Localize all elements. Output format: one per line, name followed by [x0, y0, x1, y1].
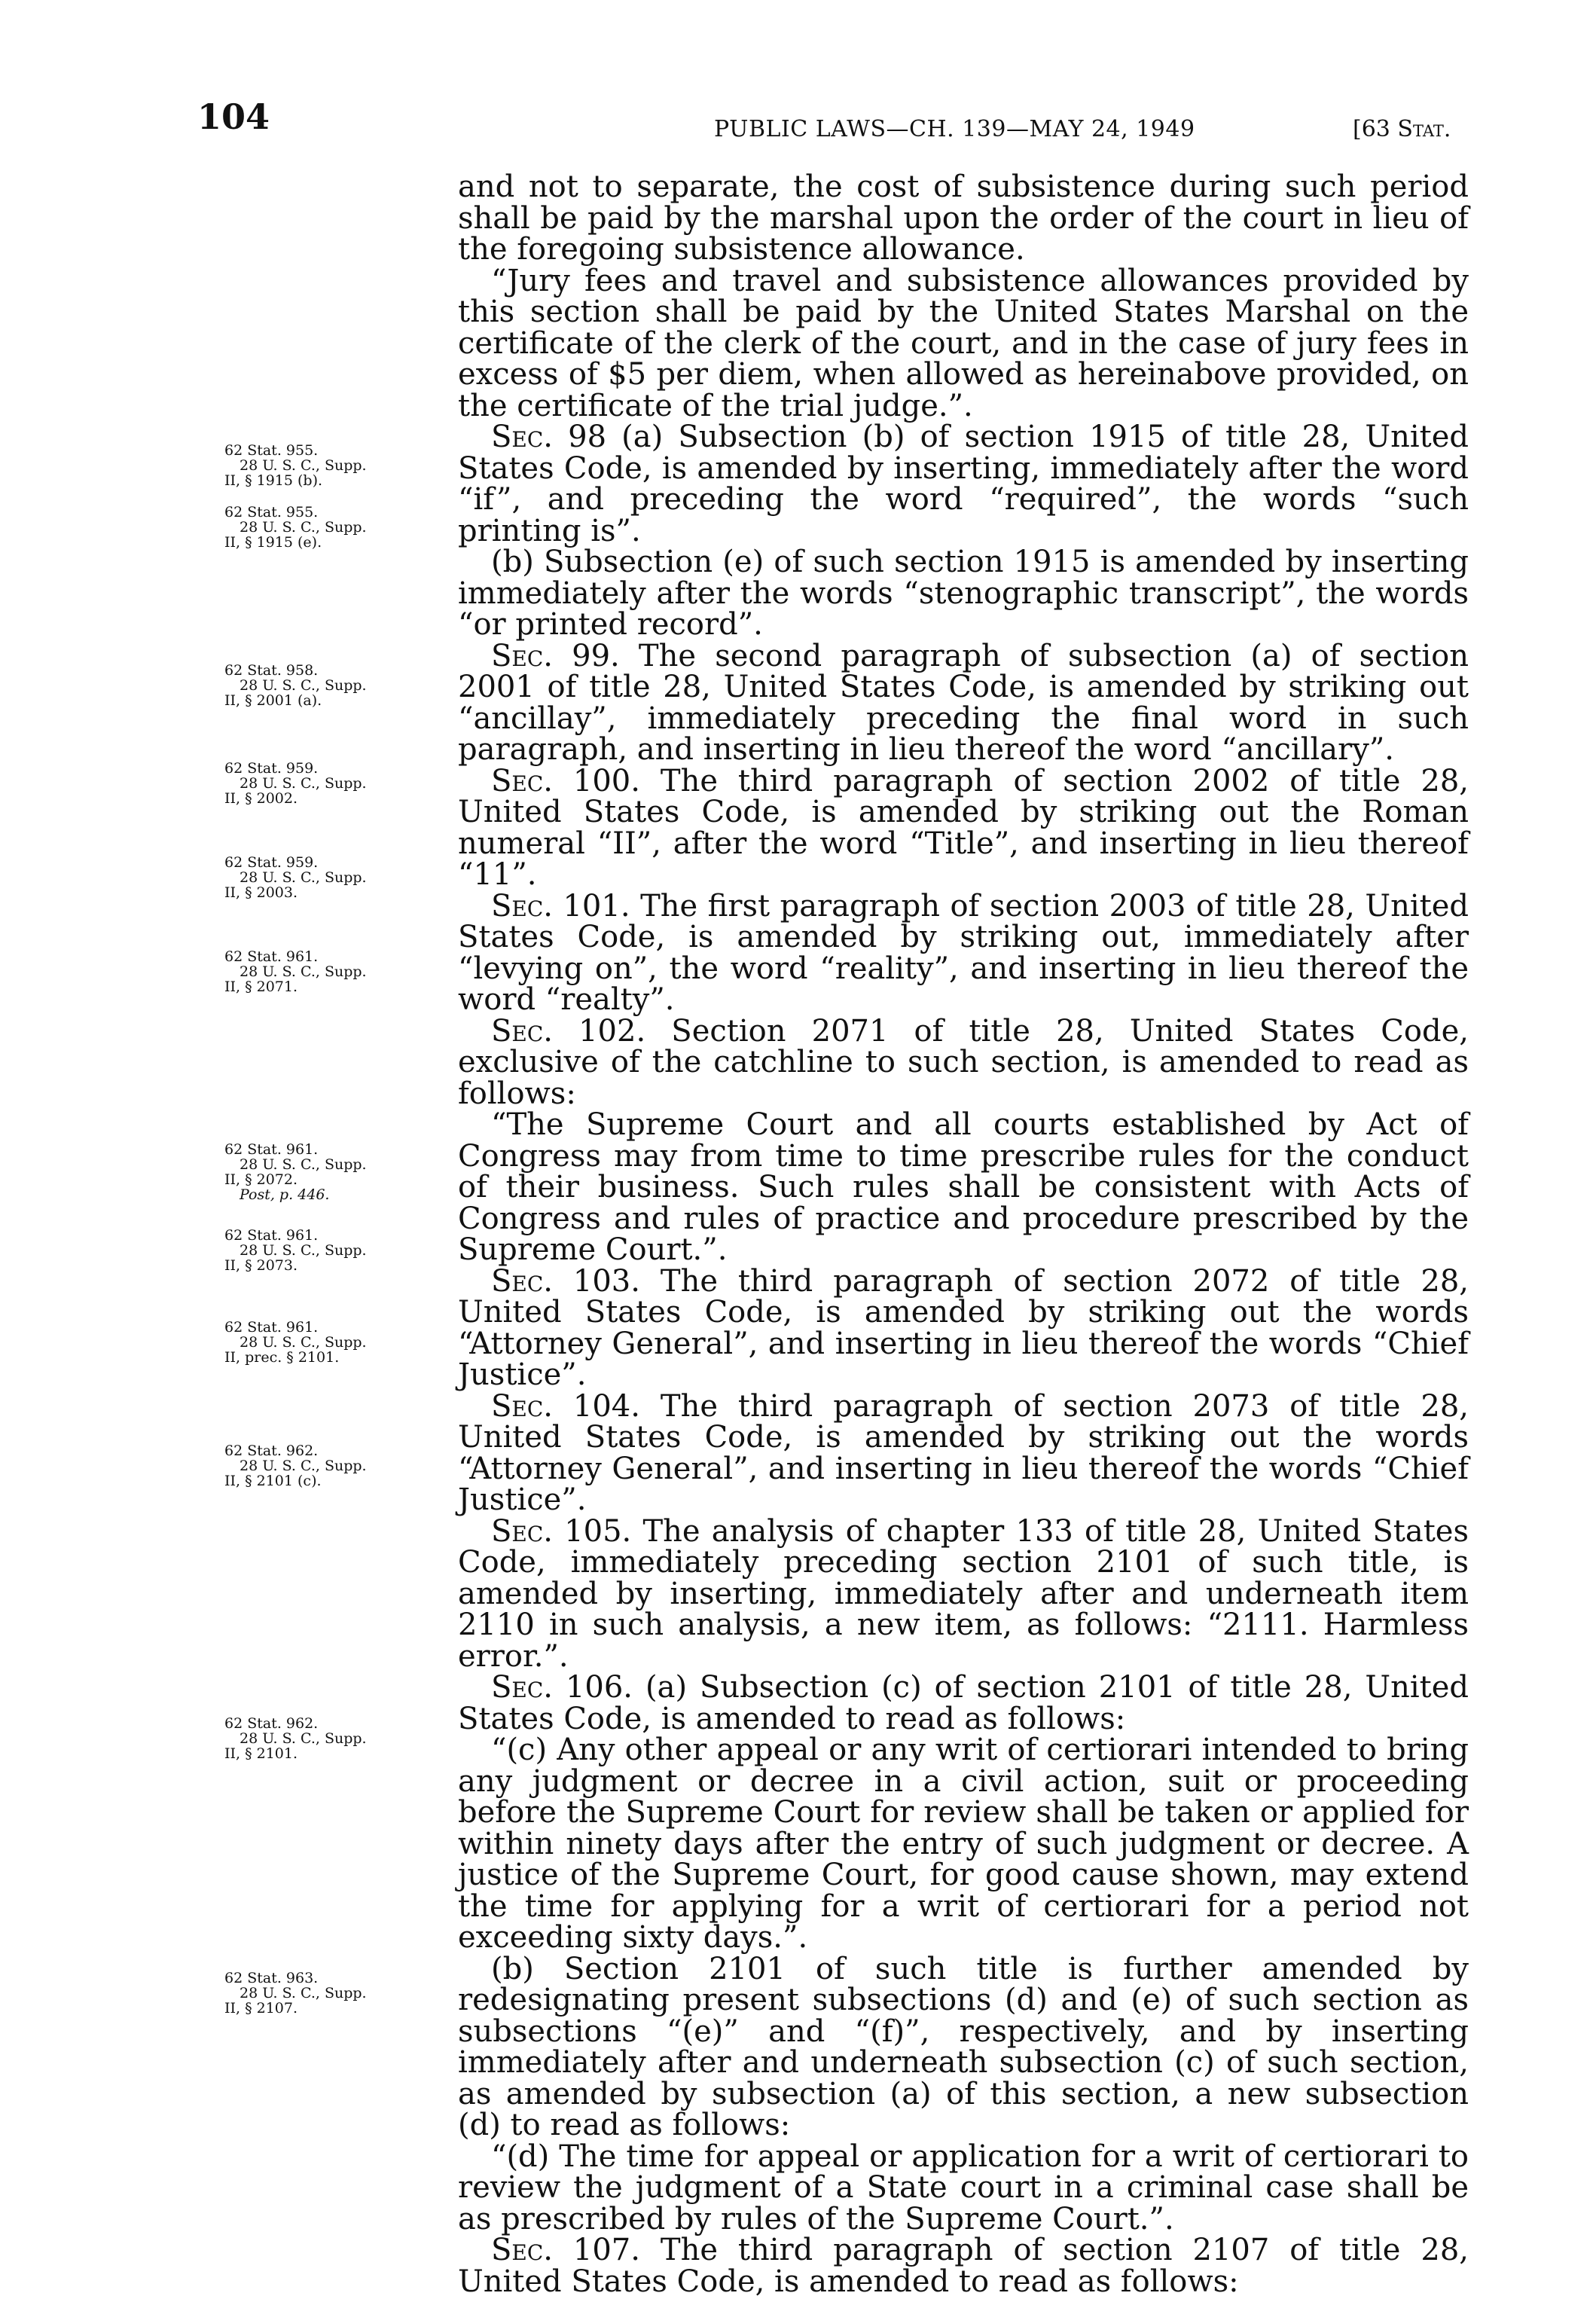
section-99: [458, 638, 1469, 767]
section-107: [458, 2235, 1469, 2297]
margin-note-section: II, § 2003.: [224, 884, 298, 901]
margin-note-section: II, § 2072.: [224, 1171, 298, 1188]
margin-note-code: 28 U. S. C., Supp.: [240, 1156, 367, 1173]
margin-note-section: II, § 2101 (c).: [224, 1473, 322, 1489]
margin-note: [224, 663, 450, 708]
margin-note: [224, 505, 450, 550]
section-text: (a) Subsection (c) of section 2101 of title 28, United States Code, is amended to read as follows:: [458, 1670, 1469, 1736]
margin-note: [224, 949, 450, 994]
paragraph: “The Supreme Court and all courts established by Act of Congress may from time to time prescribe rules for the conduct of their business. Such rules shall be consistent with Acts of Congress and rules of practice and procedure prescribed by the Supreme Court.”.: [458, 1107, 1469, 1267]
section-text: The analysis of chapter 133 of title 28, United States Code, immediately preceding section 2101 of such title, is amended by inserting, immediately after and underneath item 2110 in such analysis, a new item, as follows: “2111. Harmless error.”.: [458, 1513, 1469, 1674]
margin-note: [224, 443, 450, 488]
margin-note: [224, 1142, 450, 1202]
margin-note-stat: 62 Stat. 962.: [224, 1443, 319, 1459]
section-label: Sec. 102.: [491, 1013, 646, 1049]
margin-note-stat: 62 Stat. 955.: [224, 442, 319, 459]
margin-note-section: II, § 2101.: [224, 1745, 298, 1762]
paragraph: (b) Section 2101 of such title is further amended by redesignating present subsections (d) and (e) of such section as subsections “(e)” and “(f)”, respectively, and by inserting immediately after and underneath subsection (c) of such section, as amended by subsection (a) of this section, a new subsection (d) to read as follows:: [458, 1951, 1469, 2142]
margin-note-section: II, § 2071.: [224, 979, 298, 995]
margin-note-stat: 62 Stat. 959.: [224, 760, 319, 777]
volume-prefix: [63: [1353, 116, 1398, 142]
margin-note: [224, 1716, 450, 1761]
paragraph: and not to separate, the cost of subsistence during such period shall be paid by the marshal upon the order of the court in lieu of the foregoing subsistence allowance.: [458, 169, 1469, 267]
section-text: The third paragraph of section 2107 of title 28, United States Code, is amended to read as follows:: [458, 2233, 1469, 2299]
margin-note: [224, 761, 450, 806]
section-label: Sec. 99.: [491, 638, 620, 673]
margin-note-stat: 62 Stat. 963.: [224, 1970, 319, 1986]
margin-note-code: 28 U. S. C., Supp.: [240, 1730, 367, 1747]
paragraph: “(c) Any other appeal or any writ of certiorari intended to bring any judgment or decree in a civil action, suit or proceeding before the Supreme Court for review shall be taken or applied for within ninety days after the entry of such judgment or decree. A justice of the Supreme Court, for good cause shown, may extend the time for applying for a writ of certiorari for a period not exceeding sixty days.”.: [458, 1733, 1469, 1955]
section-label: Sec. 103.: [491, 1263, 640, 1299]
paragraph: “Jury fees and travel and subsistence allowances provided by this section shall be paid by the United States Marshal on the certificate of the clerk of the court, and in the case of jury fees in excess of $5 per diem, when allowed as hereinabove provided, on the certificate of the trial judge.”.: [458, 263, 1469, 423]
margin-note-stat: 62 Stat. 961.: [224, 1319, 319, 1336]
section-98: [458, 422, 1469, 547]
margin-note-code: 28 U. S. C., Supp.: [240, 1242, 367, 1259]
section-100: [458, 763, 1469, 892]
section-label: Sec. 101.: [491, 888, 630, 924]
margin-note-code: 28 U. S. C., Supp.: [240, 1334, 367, 1351]
margin-note-code: 28 U. S. C., Supp.: [240, 963, 367, 980]
margin-note-section: II, § 2002.: [224, 790, 298, 807]
margin-note-code: 28 U. S. C., Supp.: [240, 457, 367, 474]
section-text: The first paragraph of section 2003 of title 28, United States Code, is amended by striking out, immediately after “levying on”, the word “reality”, and inserting in lieu thereof the word “realty”.: [458, 888, 1469, 1017]
margin-note: [224, 1228, 450, 1273]
margin-note-section: II, § 1915 (e).: [224, 534, 322, 551]
paragraph: “(d) The time for appeal or application for a writ of certiorari to review the judgment of a State court in a criminal case shall be as prescribed by rules of the Supreme Court.”.: [458, 2139, 1469, 2236]
margin-note-section: II, prec. § 2101.: [224, 1349, 340, 1366]
margin-note-code: 28 U. S. C., Supp.: [240, 869, 367, 886]
section-text: The second paragraph of subsection (a) of section 2001 of title 28, United States Code, is amended by striking out “ancillay”, immediately preceding the final word in such paragraph, and inserting in lieu thereof the word “ancillary”.: [458, 638, 1469, 767]
section-text: (a) Subsection (b) of section 1915 of title 28, United States Code, is amended by inserting, immediately after the word “if”, and preceding the word “required”, the words “such printing is”.: [458, 420, 1469, 548]
section-label: Sec. 98: [491, 420, 607, 454]
section-text: Section 2071 of title 28, United States Code, exclusive of the catchline to such section, is amended to read as follows:: [458, 1013, 1469, 1111]
margin-note-stat: 62 Stat. 955.: [224, 504, 319, 521]
margin-note-code: 28 U. S. C., Supp.: [240, 519, 367, 536]
section-label: Sec. 107.: [491, 2233, 640, 2267]
margin-note-section: II, § 2073.: [224, 1257, 298, 1274]
volume-stat: Stat.: [1397, 116, 1451, 142]
section-102: [458, 1013, 1469, 1111]
page-number: 104: [197, 96, 270, 137]
section-105: [458, 1513, 1469, 1674]
section-text: The third paragraph of section 2073 of title 28, United States Code, is amended by striking out the words “Attorney General”, and inserting in lieu thereof the words “Chief Justice”.: [458, 1388, 1469, 1517]
section-104: [458, 1388, 1469, 1517]
margin-note: [224, 1320, 450, 1365]
section-label: Sec. 100.: [491, 763, 640, 798]
section-103: [458, 1263, 1469, 1392]
margin-note: [224, 1443, 450, 1488]
margin-note-section: II, § 2001 (a).: [224, 692, 322, 709]
margin-note-stat: 62 Stat. 961.: [224, 1141, 319, 1158]
margin-note-stat: 62 Stat. 961.: [224, 948, 319, 965]
margin-note-post: Post, p. 446.: [240, 1186, 330, 1203]
section-label: Sec. 104.: [491, 1388, 640, 1424]
paragraph: (b) Subsection (e) of such section 1915 is amended by inserting immediately after the words “stenographic transcript”, the words “or printed record”.: [458, 545, 1469, 642]
margin-note-code: 28 U. S. C., Supp.: [240, 1985, 367, 2001]
margin-note: [224, 855, 450, 900]
volume-reference: [1353, 116, 1451, 142]
section-101: [458, 888, 1469, 1017]
section-text: The third paragraph of section 2002 of title 28, United States Code, is amended by striking out the Roman numeral “II”, after the word “Title”, and inserting in lieu thereof “11”.: [458, 763, 1469, 892]
running-head: PUBLIC LAWS—CH. 139—MAY 24, 1949: [714, 116, 1195, 142]
section-106: [458, 1672, 1469, 1735]
section-label: Sec. 106.: [491, 1670, 633, 1705]
section-text: The third paragraph of section 2072 of title 28, United States Code, is amended by striking out the words “Attorney General”, and inserting in lieu thereof the words “Chief Justice”.: [458, 1263, 1469, 1392]
margin-note-stat: 62 Stat. 958.: [224, 662, 319, 679]
margin-note-stat: 62 Stat. 959.: [224, 854, 319, 871]
margin-note-stat: 62 Stat. 962.: [224, 1715, 319, 1732]
margin-note-section: II, § 2107.: [224, 2000, 298, 2017]
margin-note-section: II, § 1915 (b).: [224, 472, 323, 489]
margin-note-code: 28 U. S. C., Supp.: [240, 677, 367, 694]
margin-note-code: 28 U. S. C., Supp.: [240, 775, 367, 792]
margin-note-stat: 62 Stat. 961.: [224, 1227, 319, 1244]
body-text: [458, 169, 1469, 2299]
margin-note-code: 28 U. S. C., Supp.: [240, 1458, 367, 1474]
margin-note: [224, 1971, 450, 2016]
section-label: Sec. 105.: [491, 1513, 632, 1549]
